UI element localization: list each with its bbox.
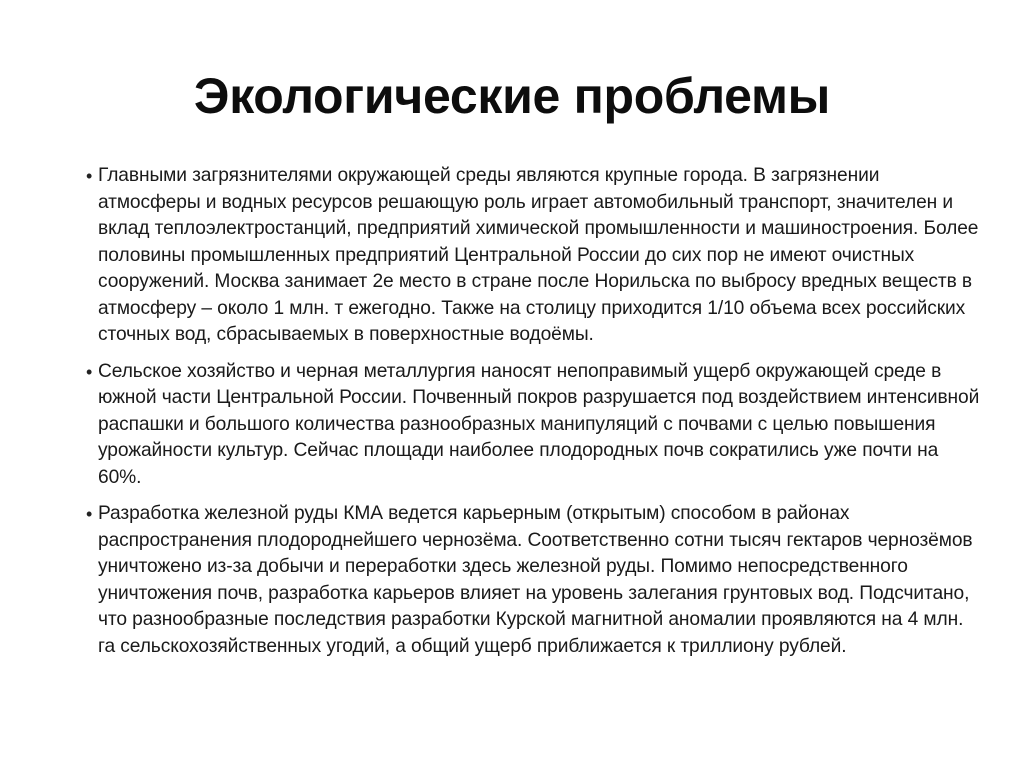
bullet-marker-icon: • [86,504,93,524]
bullet-text: Разработка железной руды КМА ведется карьерным (открытым) способом в районах распространения плодороднейшего чернозёма. Соответственно сотни тысяч гектаров чернозёмов уничтожено из-за добычи и переработки здесь железной руды. Помимо непосредственного уничтожения почв, разработка карьеров влияет на уровень залегания грунтовых вод. Подсчитано, что разнообразные последствия разработки Курской магнитной аномалии проявляются на 4 млн. га сельскохозяйственных угодий, а общий ущерб приближается к триллиону рублей. [98,503,973,657]
bullet-marker-icon: • [86,166,93,186]
bullet-item-pollution-cities [60,163,980,349]
bullet-item-agriculture [60,359,980,492]
bullet-text: Главными загрязнителями окружающей среды являются крупные города. В загрязнении атмосферы и водных ресурсов решающую роль играет автомобильный транспорт, значителен и вклад теплоэлектростанций, предприятий химической промышленности и машиностроения. Более половины промышленных предприятий Центральной России до сих пор не имеют очистных сооружений. Москва занимает 2е место в стране после Норильска по выбросу вредных веществ в атмосферу – около 1 млн. т ежегодно. Также на столицу приходится 1/10 объема всех российских сточных вод, сбрасываемых в поверхностные водоёмы. [98,165,979,345]
bullet-list [60,163,980,670]
bullet-marker-icon: • [86,361,93,382]
bullet-item-iron-ore [60,501,980,660]
slide-title: Экологические проблемы [193,68,831,124]
bullet-text: Сельское хозяйство и черная металлургия наносят непоправимый ущерб окружающей среде в южной части Центральной России. Почвенный покров разрушается под воздействием интенсивной распашки и большого количества разнообразных манипуляций с почвами с целью повышения урожайности культур. Сейчас площади наиболее плодородных почв сократились уже почти на 60%. [98,360,980,488]
